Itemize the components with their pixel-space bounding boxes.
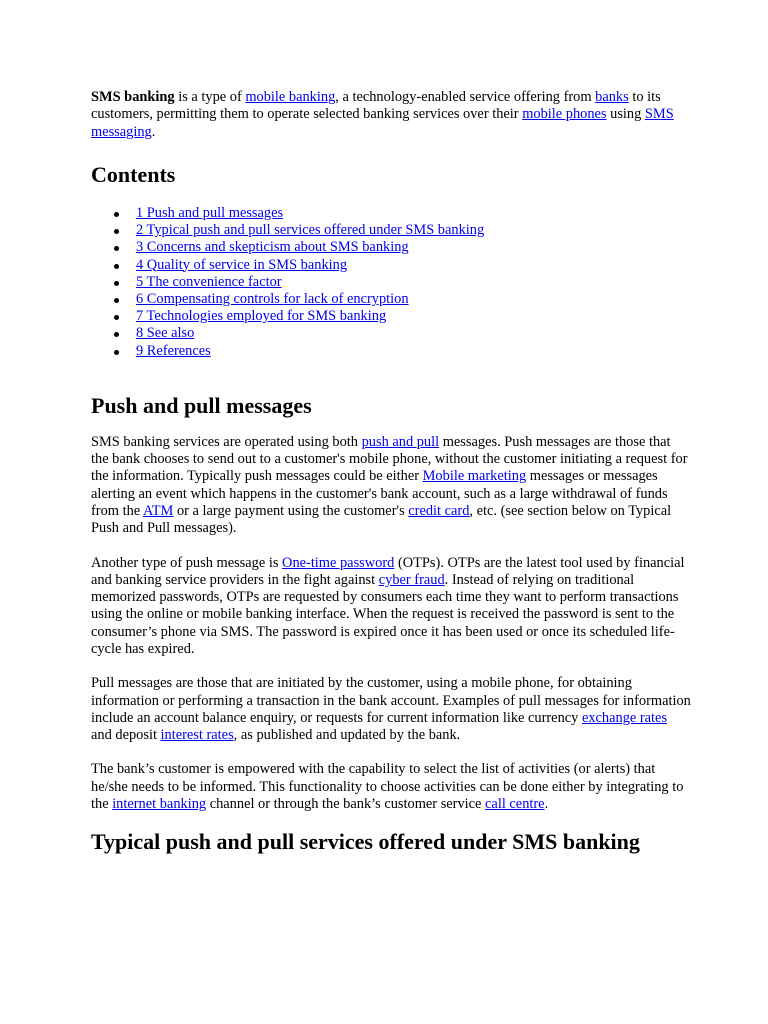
toc-link-convenience[interactable]: 5 The convenience factor xyxy=(136,273,282,290)
article xyxy=(91,89,691,855)
push-text-2: messages. Push messages are those that the bank chooses to send out to a customer's mobile phone, without the customer initiating a request for the information. Typically push messages could be either xyxy=(91,433,688,485)
toc-item xyxy=(91,274,691,291)
link-mobile-banking[interactable]: mobile banking xyxy=(245,89,336,105)
customer-text-2: channel or through the bank’s customer service xyxy=(206,796,486,813)
bullet-icon xyxy=(114,246,119,251)
toc-link-references[interactable]: 9 References xyxy=(136,342,211,359)
link-atm[interactable]: ATM xyxy=(142,502,174,519)
intro-text-5: . xyxy=(151,123,156,140)
bullet-icon xyxy=(114,315,119,320)
push-text-3: messages or messages alerting an event which happens in the customer's bank account, such as a large withdrawal of funds from the xyxy=(91,468,668,519)
push-text-1: SMS banking services are operated using both xyxy=(91,433,362,450)
otp-text-3: . Instead of relying on traditional memorized passwords, OTPs are requested by consumers each time they want to perform transactions using the online or mobile banking interface. When the request is received the password is sent to the consumer’s phone via SMS. The password is expired once it has been used or once its scheduled life-cycle has expired. xyxy=(91,571,679,657)
toc-link-technologies[interactable]: 7 Technologies employed for SMS banking xyxy=(136,308,387,325)
bullet-icon xyxy=(114,332,119,337)
toc-item xyxy=(91,308,691,325)
customer-empowerment-paragraph xyxy=(91,761,691,813)
link-internet-banking[interactable]: internet banking xyxy=(112,796,207,813)
push-messages-paragraph xyxy=(91,434,691,538)
link-credit-card[interactable]: credit card xyxy=(408,502,470,519)
link-call-centre[interactable]: call centre xyxy=(485,796,545,813)
link-banks[interactable]: banks xyxy=(595,89,629,105)
link-one-time-password[interactable]: One-time password xyxy=(282,554,395,571)
toc-link-see-also[interactable]: 8 See also xyxy=(136,325,195,342)
customer-text-3: . xyxy=(544,796,549,813)
push-text-5: , etc. (see section below on Typical Push and Pull messages). xyxy=(91,502,672,537)
toc-link-push-pull[interactable]: 1 Push and pull messages xyxy=(136,204,284,221)
pull-text-1: Pull messages are those that are initiated by the customer, using a mobile phone, for obtaining information or performing a transaction in the bank account. Examples of pull messages for information include an account balance enquiry, or requests for current information like currency xyxy=(91,675,691,726)
bullet-icon xyxy=(114,264,119,269)
link-mobile-marketing[interactable]: Mobile marketing xyxy=(422,468,527,485)
toc-item xyxy=(91,325,691,342)
toc-link-typical-services[interactable]: 2 Typical push and pull services offered under SMS banking xyxy=(136,222,485,239)
bullet-icon xyxy=(114,350,119,355)
toc-link-quality[interactable]: 4 Quality of service in SMS banking xyxy=(136,256,348,273)
toc-link-concerns[interactable]: 3 Concerns and skepticism about SMS banking xyxy=(136,239,409,256)
link-cyber-fraud[interactable]: cyber fraud xyxy=(378,571,445,588)
intro-paragraph xyxy=(91,89,691,141)
otp-text-1: Another type of push message is xyxy=(91,554,283,571)
pull-text-3: , as published and updated by the bank. xyxy=(233,727,461,744)
toc-item xyxy=(91,205,691,222)
push-text-4: or a large payment using the customer's xyxy=(173,502,409,519)
intro-term: SMS banking xyxy=(91,89,175,105)
bullet-icon xyxy=(114,298,119,303)
toc-item xyxy=(91,222,691,239)
bullet-icon xyxy=(114,212,119,217)
otp-text-2: (OTPs). OTPs are the latest tool used by financial and banking service providers in the fight against xyxy=(91,554,685,588)
link-exchange-rates[interactable]: exchange rates xyxy=(581,709,668,726)
intro-text-3: to its customers, permitting them to operate selected banking services over their xyxy=(91,89,661,123)
otp-paragraph xyxy=(91,555,691,659)
link-interest-rates[interactable]: interest rates xyxy=(160,727,234,744)
link-push-and-pull[interactable]: push and pull xyxy=(361,433,440,450)
intro-text-1: is a type of xyxy=(174,89,246,105)
section-heading-push-pull: Push and pull messages xyxy=(91,392,312,418)
pull-messages-paragraph xyxy=(91,675,691,744)
customer-text-1: The bank’s customer is empowered with the capability to select the list of activities (or alerts) that he/she needs to be informed. This functionality to choose activities can be done either by integrating to the xyxy=(91,761,684,813)
toc-item xyxy=(91,257,691,274)
section-heading-typical-services: Typical push and pull services offered under SMS banking xyxy=(91,829,640,855)
toc-item xyxy=(91,239,691,256)
link-sms-messaging[interactable]: SMS messaging xyxy=(91,106,674,140)
contents-heading: Contents xyxy=(91,161,176,187)
bullet-icon xyxy=(114,229,119,234)
pull-text-2: and deposit xyxy=(91,727,161,744)
toc-link-compensating-controls[interactable]: 6 Compensating controls for lack of encryption xyxy=(136,290,409,307)
intro-text-4: using xyxy=(606,106,645,123)
intro-text-2: , a technology-enabled service offering from xyxy=(335,89,596,105)
toc-item xyxy=(91,291,691,308)
table-of-contents xyxy=(91,205,691,360)
link-mobile-phones[interactable]: mobile phones xyxy=(522,106,607,123)
toc-item xyxy=(91,343,691,360)
bullet-icon xyxy=(114,281,119,286)
